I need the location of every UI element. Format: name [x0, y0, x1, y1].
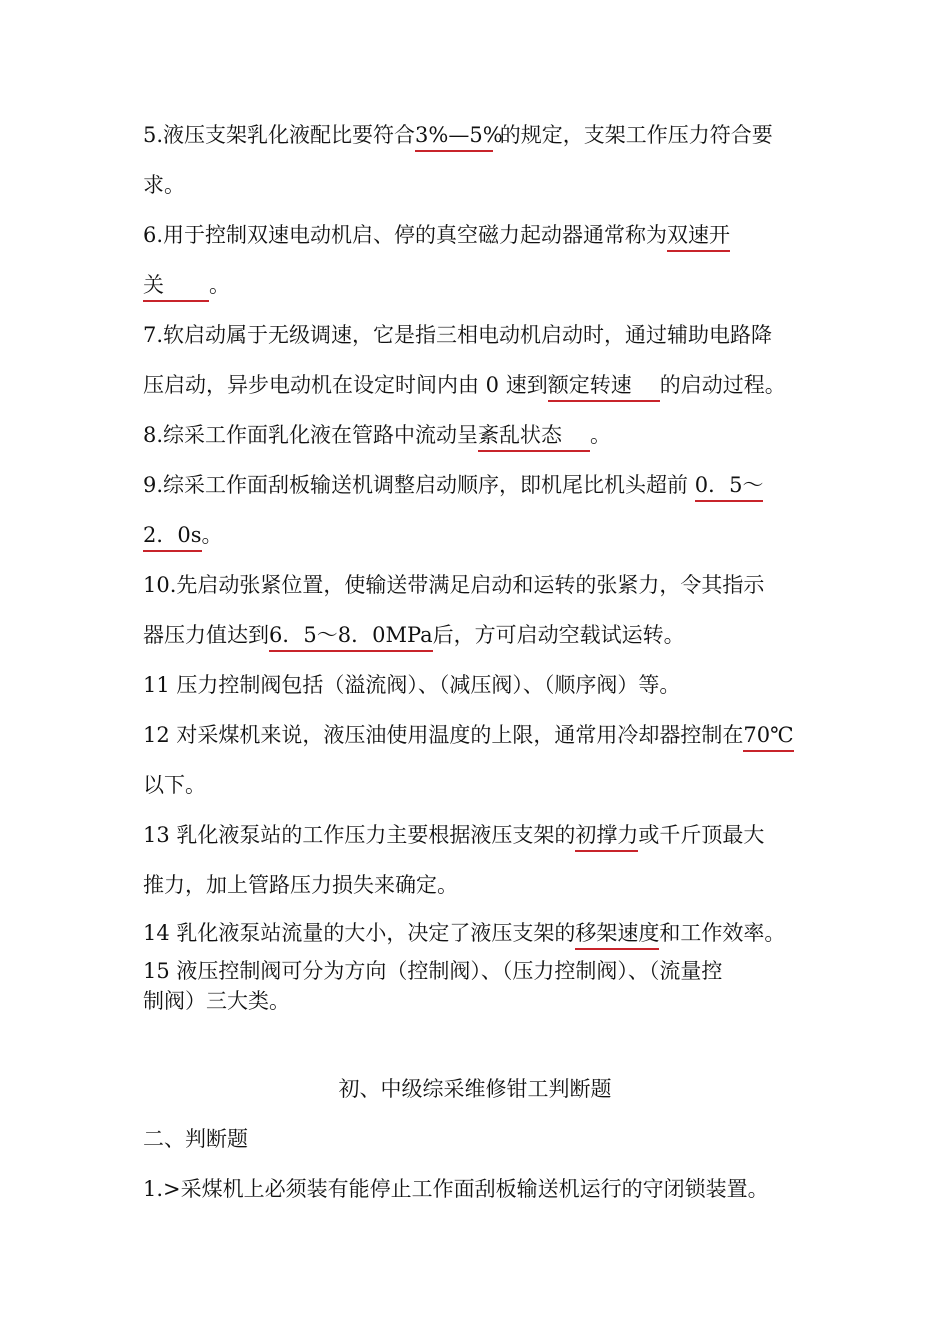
q8-text-b: 。 — [590, 423, 612, 447]
q13-line-1 — [143, 820, 823, 852]
q9-text-b: 。 — [201, 523, 223, 547]
judgement-item-1: 1.>采煤机上必须装有能停止工作面刮板输送机运行的守闭锁装置。 — [143, 1177, 769, 1201]
q8-text-a: 8.综采工作面乳化液在管路中流动呈 — [143, 423, 479, 447]
q12-line-1 — [143, 720, 823, 752]
q14-text-b: 和工作效率。 — [659, 921, 786, 945]
q9-text-a: 9.综采工作面刮板输送机调整启动顺序，即机尾比机头超前 — [143, 473, 689, 497]
q12-answer: 70℃ — [743, 722, 793, 752]
q7-text-b: 的启动过程。 — [659, 373, 786, 397]
q6-answer-part2: 关 — [143, 272, 209, 302]
q11-line-1: 11 压力控制阀包括（溢流阀）、（减压阀）、（顺序阀）等。 — [143, 673, 681, 697]
q5-line-1 — [143, 120, 823, 152]
q10-text-a: 器压力值达到 — [143, 623, 269, 647]
q13-text-a: 13 乳化液泵站的工作压力主要根据液压支架的 — [143, 823, 576, 847]
q10-line-2 — [143, 620, 823, 652]
q6-line-2 — [143, 270, 823, 302]
q15-line-2: 制阀）三大类。 — [143, 989, 290, 1013]
q9-line-1 — [143, 470, 823, 502]
q8-line-1 — [143, 420, 823, 452]
q6-text-b: 。 — [209, 273, 230, 297]
q7-answer: 额定转速 — [548, 372, 660, 402]
q5-line-2: 求。 — [143, 173, 185, 197]
q14-text-a: 14 乳化液泵站流量的大小，决定了液压支架的 — [143, 921, 576, 945]
q14-line-1 — [143, 918, 823, 950]
q7-line-2 — [143, 370, 823, 402]
q7-line-1: 7.软启动属于无级调速，它是指三相电动机启动时，通过辅助电路降 — [143, 323, 773, 347]
q13-line-2: 推力，加上管路压力损失来确定。 — [143, 873, 458, 897]
q12-text-a: 12 对采煤机来说，液压油使用温度的上限，通常用冷却器控制在 — [143, 723, 744, 747]
q13-answer: 初撑力 — [575, 822, 638, 852]
q5-text-a: 5.液压支架乳化液配比要符合 — [143, 123, 416, 147]
q9-answer-part2: 2．0s — [143, 522, 202, 552]
q15-line-1: 15 液压控制阀可分为方向（控制阀）、（压力控制阀）、（流量控 — [143, 959, 723, 983]
q8-answer: 紊乱状态 — [478, 422, 590, 452]
q7-text-a: 压启动，异步电动机在设定时间内由 0 速到 — [143, 373, 548, 397]
q10-line-1: 10.先启动张紧位置，使输送带满足启动和运转的张紧力，令其指示 — [143, 573, 765, 597]
q6-answer-part1: 双速开 — [667, 222, 730, 252]
q5-answer: 3%—5% — [415, 122, 493, 152]
q14-answer: 移架速度 — [575, 920, 659, 950]
q5-text-b: 的规定，支架工作压力符合要 — [499, 123, 773, 147]
q6-line-1 — [143, 220, 823, 252]
q9-line-2 — [143, 520, 823, 552]
q10-text-b: 后，方可启动空载试运转。 — [432, 623, 685, 647]
section-title: 初、中级综采维修钳工判断题 — [338, 1077, 612, 1101]
q6-text-a: 6.用于控制双速电动机启、停的真空磁力起动器通常称为 — [143, 223, 668, 247]
q12-line-2: 以下。 — [143, 773, 206, 797]
section-heading: 二、判断题 — [143, 1127, 248, 1151]
q13-text-b: 或千斤顶最大 — [638, 823, 765, 847]
q10-answer: 6．5～8．0MPa — [269, 622, 433, 652]
q9-answer-part1: 0．5～ — [695, 472, 764, 502]
